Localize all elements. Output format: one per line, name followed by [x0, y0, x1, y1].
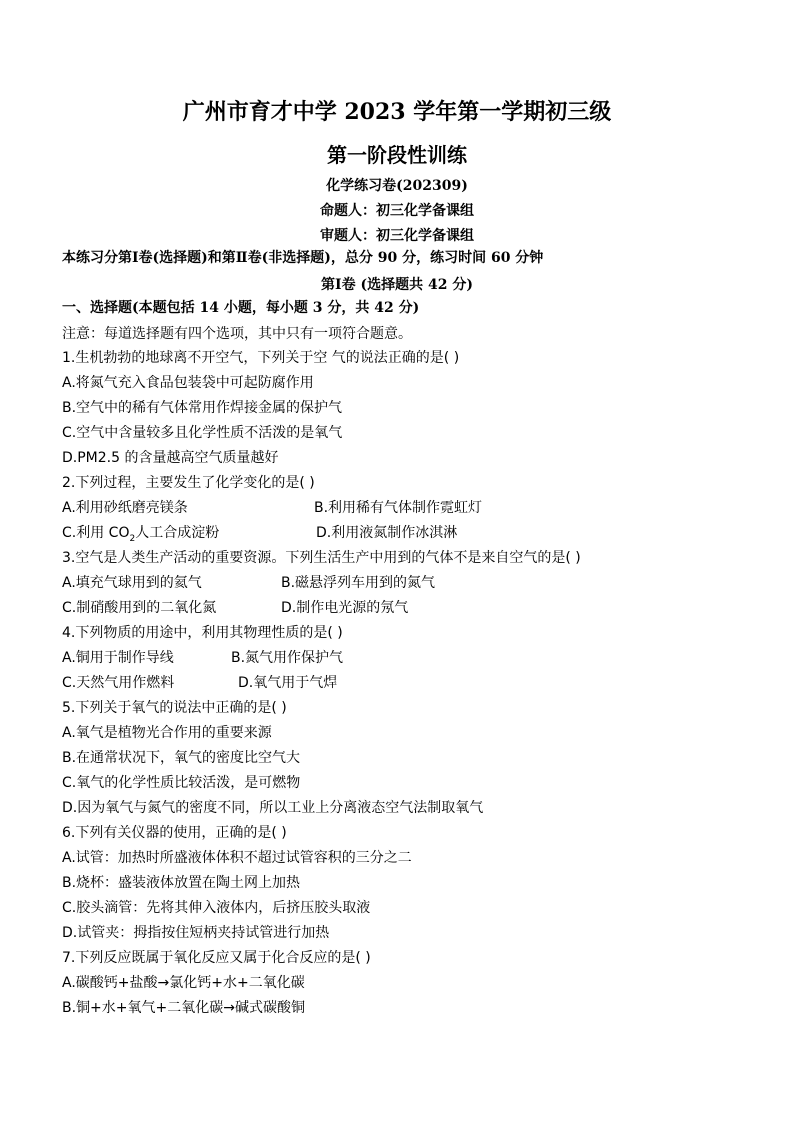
question-2-option-d: D.利用液氮制作冰淇淋 — [316, 525, 458, 541]
question-6-option-b: B.烧杯：盛装液体放置在陶土网上加热 — [62, 875, 301, 891]
question-4-option-c: C.天然气用作燃料 — [62, 675, 175, 691]
question-2-stem: 2.下列过程，主要发生了化学变化的是( ) — [62, 475, 315, 491]
question-1-option-c: C.空气中含量较多且化学性质不活泼的是氧气 — [62, 425, 343, 441]
question-3-stem: 3.空气是人类生产活动的重要资源。下列生活生产中用到的气体不是来自空气的是( ) — [62, 550, 581, 566]
question-5-stem: 5.下列关于氧气的说法中正确的是( ) — [62, 700, 287, 716]
question-7-stem: 7.下列反应既属于氧化反应又属于化合反应的是( ) — [62, 950, 371, 966]
question-3-option-d: D.制作电光源的氖气 — [281, 600, 409, 616]
question-5-option-c: C.氧气的化学性质比较活泼，是可燃物 — [62, 775, 301, 791]
question-7-option-a: A.碳酸钙+盐酸→氯化钙+水+二氧化碳 — [62, 975, 305, 991]
question-5-option-d: D.因为氧气与氮气的密度不同，所以工业上分离液态空气法制取氧气 — [62, 800, 484, 816]
question-5-option-a: A.氧气是植物光合作用的重要来源 — [62, 725, 272, 741]
question-2-option-c-post: 人工合成淀粉 — [135, 525, 220, 541]
question-1-option-a: A.将氮气充入食品包装袋中可起防腐作用 — [62, 375, 314, 391]
question-4-option-a: A.铜用于制作导线 — [62, 650, 174, 666]
question-3-option-c: C.制硝酸用到的二氧化氮 — [62, 600, 217, 616]
question-3-option-a: A.填充气球用到的氦气 — [62, 575, 202, 591]
question-7-option-b: B.铜+水+氧气+二氧化碳→碱式碳酸铜 — [62, 1000, 305, 1016]
section-heading: 一、选择题(本题包括 14 小题，每小题 3 分，共 42 分) — [62, 300, 420, 316]
question-6-option-d: D.试管夹：拇指按住短柄夹持试管进行加热 — [62, 925, 330, 941]
question-6-option-c: C.胶头滴管：先将其伸入液体内，后挤压胶头取液 — [62, 900, 371, 916]
question-6-stem: 6.下列有关仪器的使用，正确的是( ) — [62, 825, 287, 841]
exam-title: 广州市育才中学 2023 学年第一学期初三级 — [182, 99, 612, 125]
question-3-option-b: B.磁悬浮列车用到的氮气 — [281, 575, 436, 591]
question-2-option-c — [62, 524, 219, 542]
question-4-option-b: B.氮气用作保护气 — [231, 650, 344, 666]
question-4-stem: 4.下列物质的用途中，利用其物理性质的是( ) — [62, 625, 343, 641]
reviewer-line: 审题人：初三化学备课组 — [320, 228, 474, 244]
author-line: 命题人：初三化学备课组 — [320, 203, 474, 219]
co2-subscript: 2 — [129, 533, 136, 544]
question-6-option-a: A.试管：加热时所盛液体体积不超过试管容积的三分之二 — [62, 850, 412, 866]
question-2-option-c-pre: C.利用 CO — [62, 525, 130, 541]
question-5-option-b: B.在通常状况下，氧气的密度比空气大 — [62, 750, 301, 766]
question-2-option-a: A.利用砂纸磨亮镁条 — [62, 500, 188, 516]
exam-intro: 本练习分第Ⅰ卷(选择题)和第Ⅱ卷(非选择题)，总分 90 分，练习时间 60 分钟 — [62, 250, 544, 266]
question-2-option-b: B.利用稀有气体制作霓虹灯 — [314, 500, 483, 516]
question-4-option-d: D.氧气用于气焊 — [238, 675, 338, 691]
section-note: 注意：每道选择题有四个选项，其中只有一项符合题意。 — [62, 326, 412, 342]
question-1-option-b: B.空气中的稀有气体常用作焊接金属的保护气 — [62, 400, 343, 416]
part1-heading: 第Ⅰ卷 (选择题共 42 分) — [321, 277, 473, 293]
question-1-option-d: D.PM2.5 的含量越高空气质量越好 — [62, 450, 279, 466]
paper-label: 化学练习卷(202309) — [326, 178, 468, 194]
exam-subtitle: 第一阶段性训练 — [327, 143, 467, 167]
question-1-stem: 1.生机勃勃的地球离不开空气，下列关于空 气的说法正确的是( ) — [62, 350, 460, 366]
